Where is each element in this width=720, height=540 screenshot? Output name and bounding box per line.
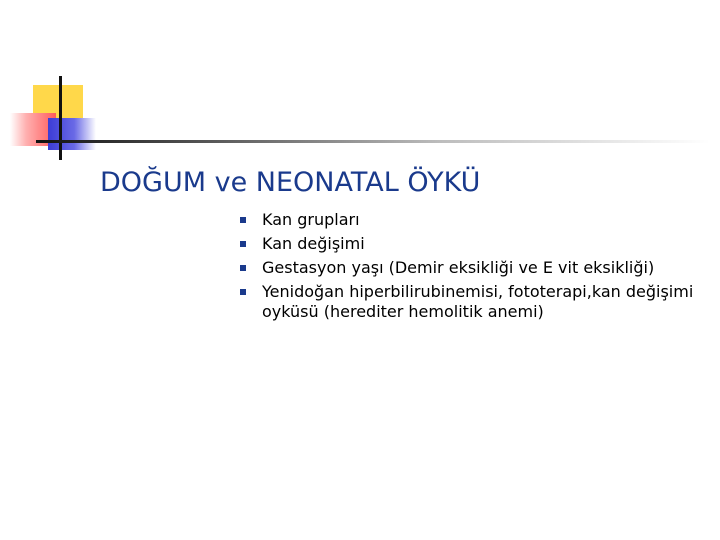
slide-title: DOĞUM ve NEONATAL ÖYKÜ bbox=[100, 167, 481, 198]
bullet-text: Kan değişimi bbox=[262, 234, 365, 253]
square-bullet-icon bbox=[240, 265, 246, 271]
decorative-horizontal-line bbox=[36, 140, 710, 143]
bullet-item bbox=[254, 258, 704, 278]
bullet-item bbox=[254, 282, 704, 322]
bullet-item bbox=[254, 234, 704, 254]
bullet-item bbox=[254, 210, 704, 230]
bullet-text: Gestasyon yaşı (Demir eksikliği ve E vit eksikliği) bbox=[262, 258, 655, 277]
square-bullet-icon bbox=[240, 217, 246, 223]
decorative-vertical-line bbox=[59, 76, 62, 160]
bullet-list bbox=[254, 210, 704, 326]
decorative-blue-square bbox=[48, 118, 96, 150]
bullet-text: Kan grupları bbox=[262, 210, 360, 229]
square-bullet-icon bbox=[240, 241, 246, 247]
square-bullet-icon bbox=[240, 289, 246, 295]
bullet-text: Yenidoğan hiperbilirubinemisi, fototerapi,kan değişimi oyküsü (herediter hemolitik anemi) bbox=[262, 282, 694, 321]
